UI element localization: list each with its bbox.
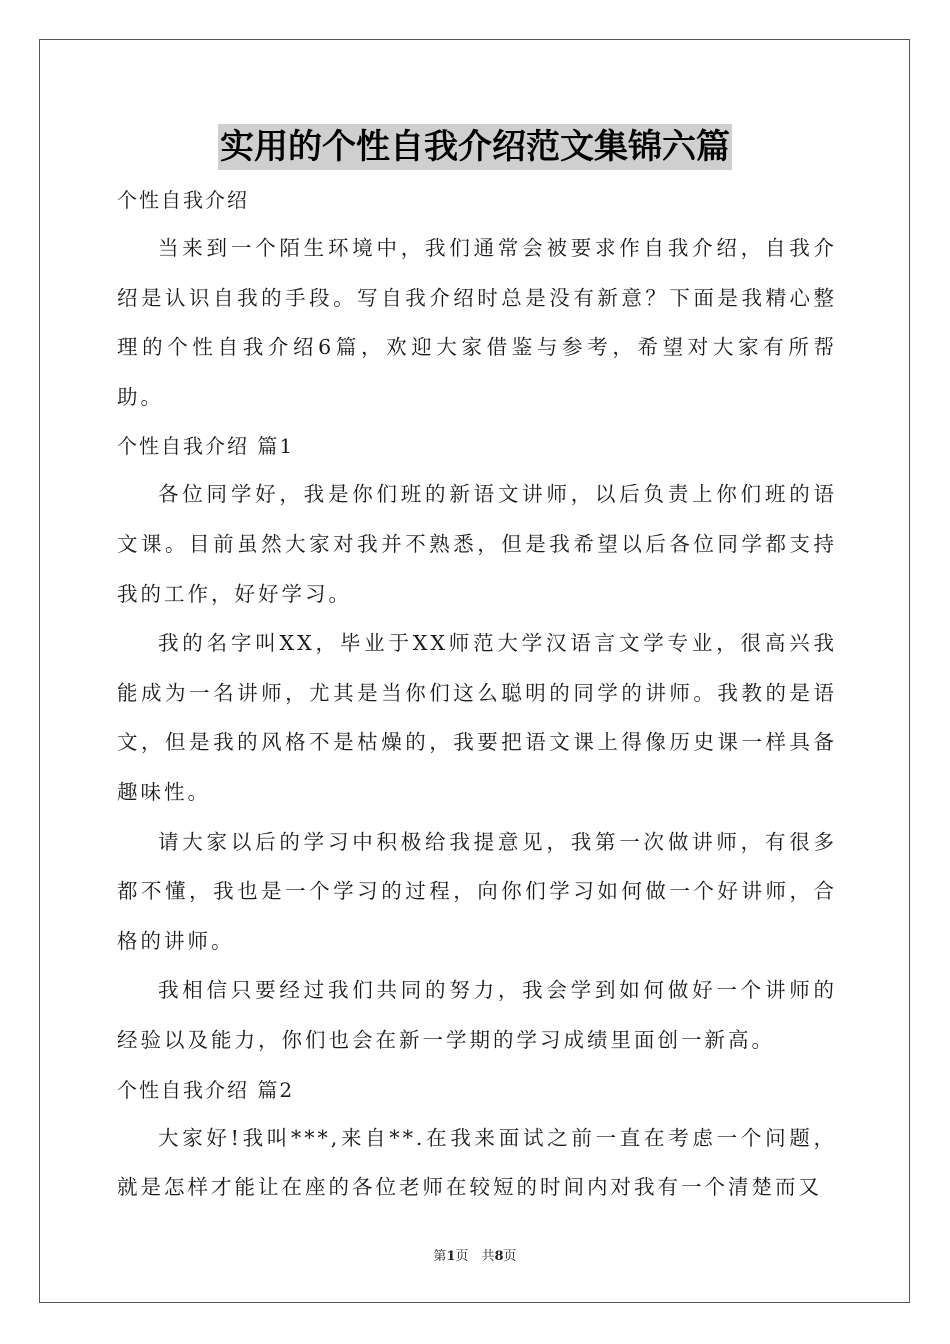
paragraph: 请大家以后的学习中积极给我提意见，我第一次做讲师，有很多都不懂，我也是一个学习的过程，向你们学习如何做一个好讲师，合格的讲师。 <box>117 829 837 953</box>
paragraph: 我相信只要经过我们共同的努力，我会学到如何做好一个讲师的经验以及能力，你们也会在新一学期的学习成绩里面创一新高。 <box>117 978 837 1052</box>
title-container <box>0 124 950 170</box>
paragraph: 各位同学好，我是你们班的新语文讲师，以后负责上你们班的语文课。目前虽然大家对我并不熟悉，但是我希望以后各位同学都支持我的工作，好好学习。 <box>117 482 837 606</box>
paragraph: 我的名字叫XX，毕业于XX师范大学汉语言文学专业，很高兴我能成为一名讲师，尤其是当你们这么聪明的同学的讲师。我教的是语文，但是我的风格不是枯燥的，我要把语文课上得像历史课一样具备趣味性。 <box>117 631 837 804</box>
section-heading: 个性自我介绍 篇2 <box>117 1077 295 1102</box>
paragraph: 大家好!我叫***,来自**.在我来面试之前一直在考虑一个问题，就是怎样才能让在座的各位老师在较短的时间内对我有一个清楚而又 <box>117 1125 837 1200</box>
document-body <box>117 176 837 1213</box>
page-mid: 页 共 <box>455 1249 495 1264</box>
page-suffix: 页 <box>503 1249 517 1264</box>
document-title: 实用的个性自我介绍范文集锦六篇 <box>218 124 732 170</box>
section-heading: 个性自我介绍 篇1 <box>117 434 295 459</box>
paragraph: 当来到一个陌生环境中，我们通常会被要求作自我介绍，自我介绍是认识自我的手段。写自我介绍时总是没有新意？下面是我精心整理的个性自我介绍6篇，欢迎大家借鉴与参考，希望对大家有所帮助。 <box>117 236 837 409</box>
page-footer <box>0 1245 950 1264</box>
current-page-number: 1 <box>446 1249 456 1264</box>
page-prefix: 第 <box>433 1249 447 1264</box>
section-heading: 个性自我介绍 <box>117 188 249 212</box>
total-page-number: 8 <box>494 1249 504 1264</box>
